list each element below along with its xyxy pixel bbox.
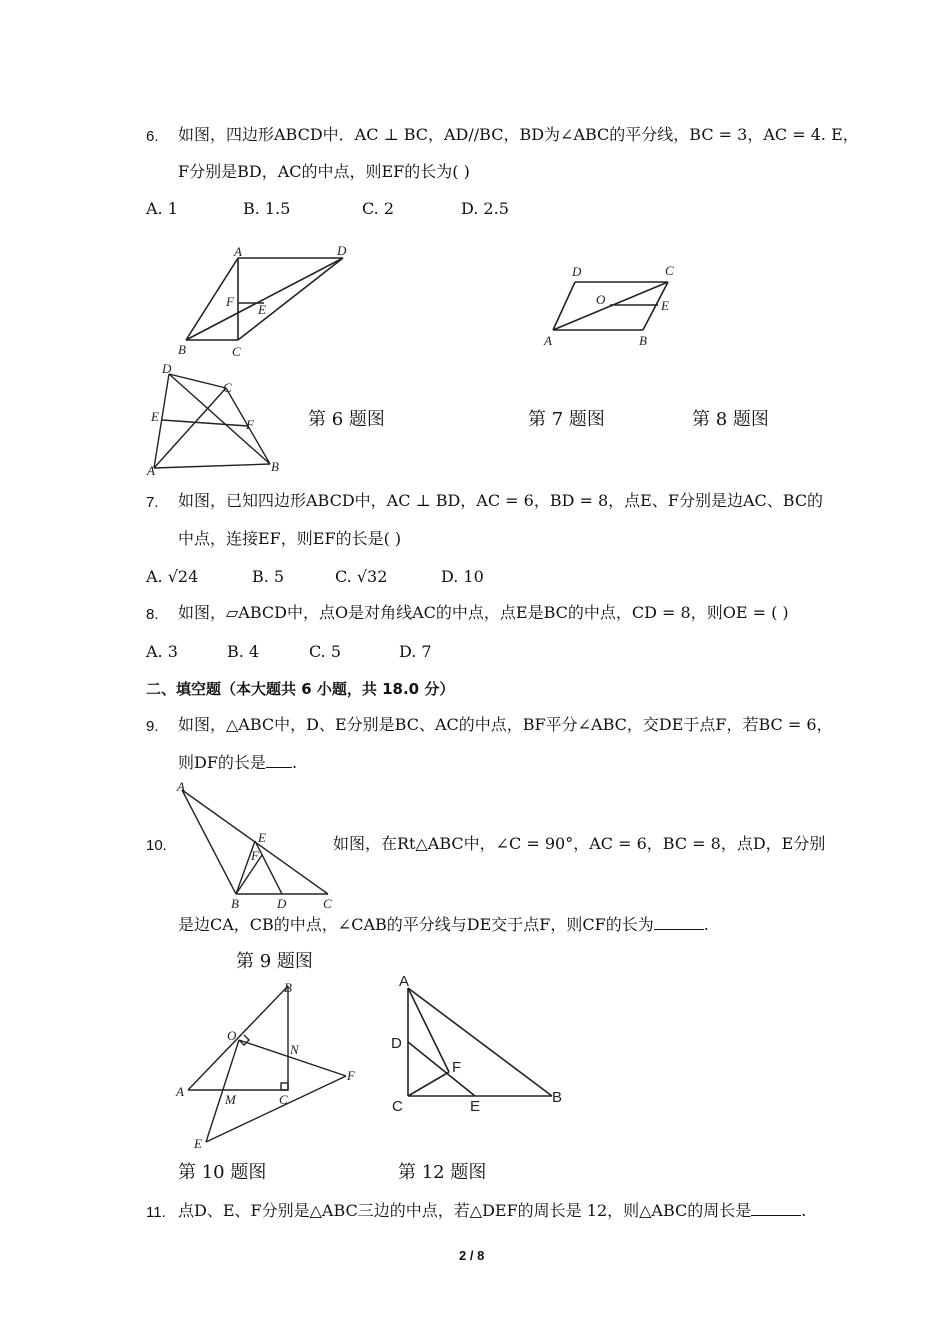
q7-option-c: C. √32 bbox=[335, 567, 388, 586]
caption-fig9: 第 9 题图 bbox=[236, 951, 313, 972]
caption-fig8: 第 8 题图 bbox=[692, 409, 769, 430]
fig7-label-c: C bbox=[665, 263, 674, 278]
q6-option-d: D. 2.5 bbox=[461, 199, 509, 218]
q7-option-d: D. 10 bbox=[441, 567, 484, 586]
fig12-label-c: C bbox=[392, 1098, 403, 1115]
q11-number: 11. bbox=[146, 1204, 166, 1221]
fig12-label-f: F bbox=[452, 1059, 462, 1076]
fig6-label-a: A bbox=[234, 244, 242, 259]
fig9-label-d: D bbox=[277, 896, 287, 911]
figure-q7-parallelogram bbox=[540, 260, 690, 355]
q6-option-c: C. 2 bbox=[362, 199, 395, 218]
section-fill-in-title: 二、填空题（本大题共 6 小题，共 18.0 分） bbox=[146, 680, 455, 698]
fig9-label-a: A bbox=[177, 779, 185, 794]
fig6-label-c: C bbox=[232, 344, 241, 359]
fig8-label-b: B bbox=[271, 459, 279, 474]
fig8-label-d: D bbox=[162, 361, 172, 376]
figure-q6-quadrilateral bbox=[150, 240, 370, 365]
fig10-label-o: O bbox=[227, 1028, 237, 1043]
fig9-label-f: F bbox=[251, 848, 259, 863]
q9-stem-line2: 则DF的长是 . bbox=[178, 753, 298, 772]
fig6-label-b: B bbox=[178, 342, 186, 357]
q8-option-c: C. 5 bbox=[309, 642, 342, 661]
q6-stem-line1: 如图，四边形ABCD中．AC ⊥ BC，AD//BC，BD为∠ABC的平分线，BC = 3，AC = 4. E， bbox=[178, 125, 859, 144]
fig10-label-b: B bbox=[284, 980, 292, 995]
q6-option-a: A. 1 bbox=[146, 199, 178, 218]
figure-q9-triangle bbox=[170, 778, 340, 911]
caption-fig7: 第 7 题图 bbox=[528, 409, 605, 430]
figure-q8-quadrilateral bbox=[140, 360, 290, 480]
q6-stem-line2: F分别是BD，AC的中点，则EF的长为( ) bbox=[178, 162, 470, 181]
fig8-label-c: C bbox=[223, 380, 232, 395]
fig9-label-b: B bbox=[231, 896, 239, 911]
fig12-label-a: A bbox=[399, 973, 410, 990]
q10-stem-line1: 如图，在Rt△ABC中，∠C = 90°，AC = 6，BC = 8，点D，E分别 bbox=[333, 834, 826, 853]
fig10-label-f: F bbox=[347, 1068, 355, 1083]
fig8-label-f: F bbox=[246, 417, 254, 432]
page-number: 2 / 8 bbox=[459, 1248, 485, 1263]
caption-fig12: 第 12 题图 bbox=[398, 1162, 487, 1183]
fig12-label-d: D bbox=[391, 1035, 402, 1052]
fig7-label-o: O bbox=[596, 292, 606, 307]
q10-stem-line2: 是边CA，CB的中点，∠CAB的平分线与DE交于点F，则CF的长为 . bbox=[178, 915, 709, 934]
fig10-label-n: N bbox=[290, 1042, 299, 1057]
q8-stem-line1: 如图，▱ABCD中，点O是对角线AC的中点，点E是BC的中点，CD = 8，则OE = ( ) bbox=[178, 603, 789, 622]
figure-q12-right-triangle bbox=[386, 970, 576, 1120]
q11-answer-blank bbox=[751, 1215, 801, 1216]
q10-answer-blank bbox=[654, 929, 704, 930]
fig8-label-a: A bbox=[147, 463, 155, 478]
fig10-label-e: E bbox=[194, 1136, 202, 1151]
q6-number: 6. bbox=[146, 128, 159, 145]
fig10-label-a: A bbox=[176, 1084, 184, 1099]
q11-stem-line1: 点D、E、F分别是△ABC三边的中点，若△DEF的周长是 12，则△ABC的周长是 . bbox=[178, 1201, 807, 1220]
fig7-label-a: A bbox=[544, 333, 552, 348]
q6-option-b: B. 1.5 bbox=[243, 199, 291, 218]
q9-answer-blank bbox=[266, 767, 292, 768]
q7-stem-line2: 中点，连接EF，则EF的长是( ) bbox=[178, 529, 402, 548]
fig6-label-f: F bbox=[226, 294, 234, 309]
fig7-label-b: B bbox=[639, 333, 647, 348]
fig6-label-e: E bbox=[258, 302, 266, 317]
caption-fig6: 第 6 题图 bbox=[308, 409, 385, 430]
q9-number: 9. bbox=[146, 718, 159, 735]
q7-option-b: B. 5 bbox=[252, 567, 285, 586]
q8-option-b: B. 4 bbox=[227, 642, 260, 661]
fig9-label-e: E bbox=[258, 830, 266, 845]
fig10-label-m: M bbox=[225, 1092, 236, 1107]
fig6-label-d: D bbox=[337, 243, 347, 258]
fig7-label-e: E bbox=[661, 298, 669, 313]
q8-option-d: D. 7 bbox=[399, 642, 432, 661]
fig7-label-d: D bbox=[572, 264, 582, 279]
q10-number: 10. bbox=[146, 837, 167, 854]
figure-q10-triangle bbox=[172, 978, 367, 1153]
q7-option-a: A. √24 bbox=[146, 567, 199, 586]
q7-stem-line1: 如图，已知四边形ABCD中，AC ⊥ BD，AC = 6，BD = 8，点E、F分别是边AC、BC的 bbox=[178, 491, 824, 510]
fig12-label-b: B bbox=[552, 1089, 563, 1106]
fig10-label-c: C bbox=[279, 1092, 288, 1107]
q8-option-a: A. 3 bbox=[146, 642, 178, 661]
q7-number: 7. bbox=[146, 494, 159, 511]
caption-fig10: 第 10 题图 bbox=[178, 1162, 267, 1183]
fig9-label-c: C bbox=[323, 896, 332, 911]
q8-number: 8. bbox=[146, 606, 159, 623]
q9-stem-line1: 如图，△ABC中，D、E分别是BC、AC的中点，BF平分∠ABC，交DE于点F，若BC = 6， bbox=[178, 715, 833, 734]
fig12-label-e: E bbox=[470, 1098, 481, 1115]
fig8-label-e: E bbox=[151, 409, 159, 424]
